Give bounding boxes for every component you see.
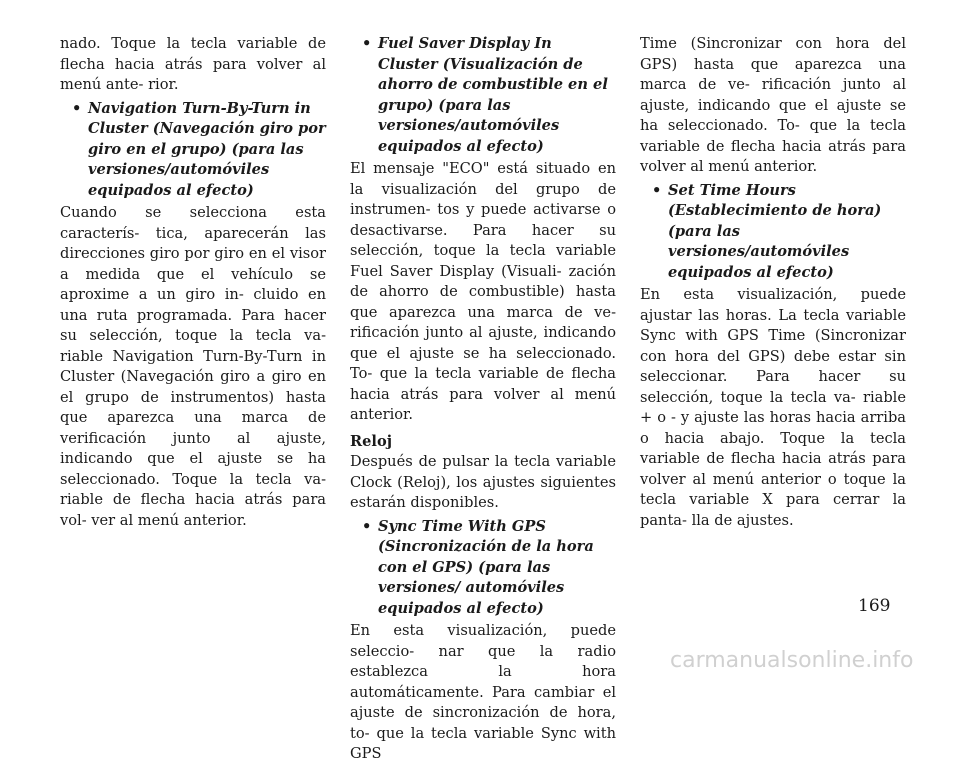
bullet-icon: •	[652, 181, 662, 199]
bullet-item-sync-time-gps: • Sync Time With GPS (Sincronización de la hora con el GPS) (para las versiones/ automóviles equipados al efecto)	[362, 517, 594, 617]
paragraph: En esta visualización, puede ajustar las horas. La tecla variable Sync with GPS Time (Sincronizar con hora del GPS) debe estar sin seleccionar. Para hacer su selección, toque la tecla va- riable + o - y ajuste las horas hacia arriba o hacia abajo. Toque la tecla variable de flecha hacia atrás para volver al menú anterior o toque la tecla variable X para cerrar la panta- lla de ajustes.	[640, 286, 906, 529]
section-heading-reloj: Reloj	[350, 432, 392, 450]
watermark: carmanualsonline.info	[670, 648, 914, 673]
paragraph: nado. Toque la tecla variable de flecha hacia atrás para volver al menú ante- rior.	[60, 35, 326, 93]
page-number: 169	[858, 596, 891, 616]
text-column-1	[60, 34, 326, 534]
bullet-item-navigation-turn-by-turn: • Navigation Turn-By-Turn in Cluster (Navegación giro por giro en el grupo) (para las versiones/automóviles equipados al efecto)	[72, 99, 326, 199]
bullet-icon: •	[72, 99, 82, 117]
bullet-icon: •	[362, 35, 372, 52]
paragraph: El mensaje "ECO" está situado en la visualización del grupo de instrumen- tos y puede activarse o desactivarse. Para hacer su selección, toque la tecla variable Fuel Saver Display (Visuali- zación de ahorro de combustible) hasta que aparezca una marca de ve- rificación junto al ajuste, indicando que el ajuste se ha seleccionado. To- que la tecla variable de flecha hacia atrás para volver al menú anterior.	[350, 160, 616, 423]
paragraph: En esta visualización, puede seleccio- nar que la radio establezca la hora automáticamente. Para cambiar el ajuste de sincronización de hora, to- que la tecla variable Sync with GPS	[350, 622, 616, 762]
text-column-3	[640, 34, 906, 534]
paragraph: Cuando se selecciona esta caracterís- tica, aparecerán las direcciones giro por giro en el visor a medida que el vehículo se aproxime a un giro in- cluido en una ruta programada. Para hacer su selección, toque la tecla va- riable Navigation Turn-By-Turn in Cluster (Navegación giro a giro en el grupo de instrumentos) hasta que aparezca una marca de verificación junto al ajuste, indicando que el ajuste se ha seleccionado. Toque la tecla va- riable de flecha hacia atrás para vol- ver al menú anterior.	[60, 204, 326, 529]
paragraph: Time (Sincronizar con hora del GPS) hasta que aparezca una marca de ve- rificación junto al ajuste, indicando que el ajuste se ha seleccionado. To- que la tecla variable de flecha hacia atrás para volver al menú anterior.	[640, 35, 906, 175]
bullet-item-set-time-hours: • Set Time Hours (Establecimiento de hora) (para las versiones/automóviles equipados al efecto)	[652, 181, 882, 281]
paragraph: Después de pulsar la tecla variable Clock (Reloj), los ajustes siguientes estarán disponibles.	[350, 453, 616, 511]
bullet-item-fuel-saver-display: • Fuel Saver Display In Cluster (Visualización de ahorro de combustible en el grupo) (para las versiones/automóviles equipados al efecto)	[362, 35, 608, 155]
bullet-icon: •	[362, 517, 372, 535]
text-column-2	[350, 34, 616, 768]
